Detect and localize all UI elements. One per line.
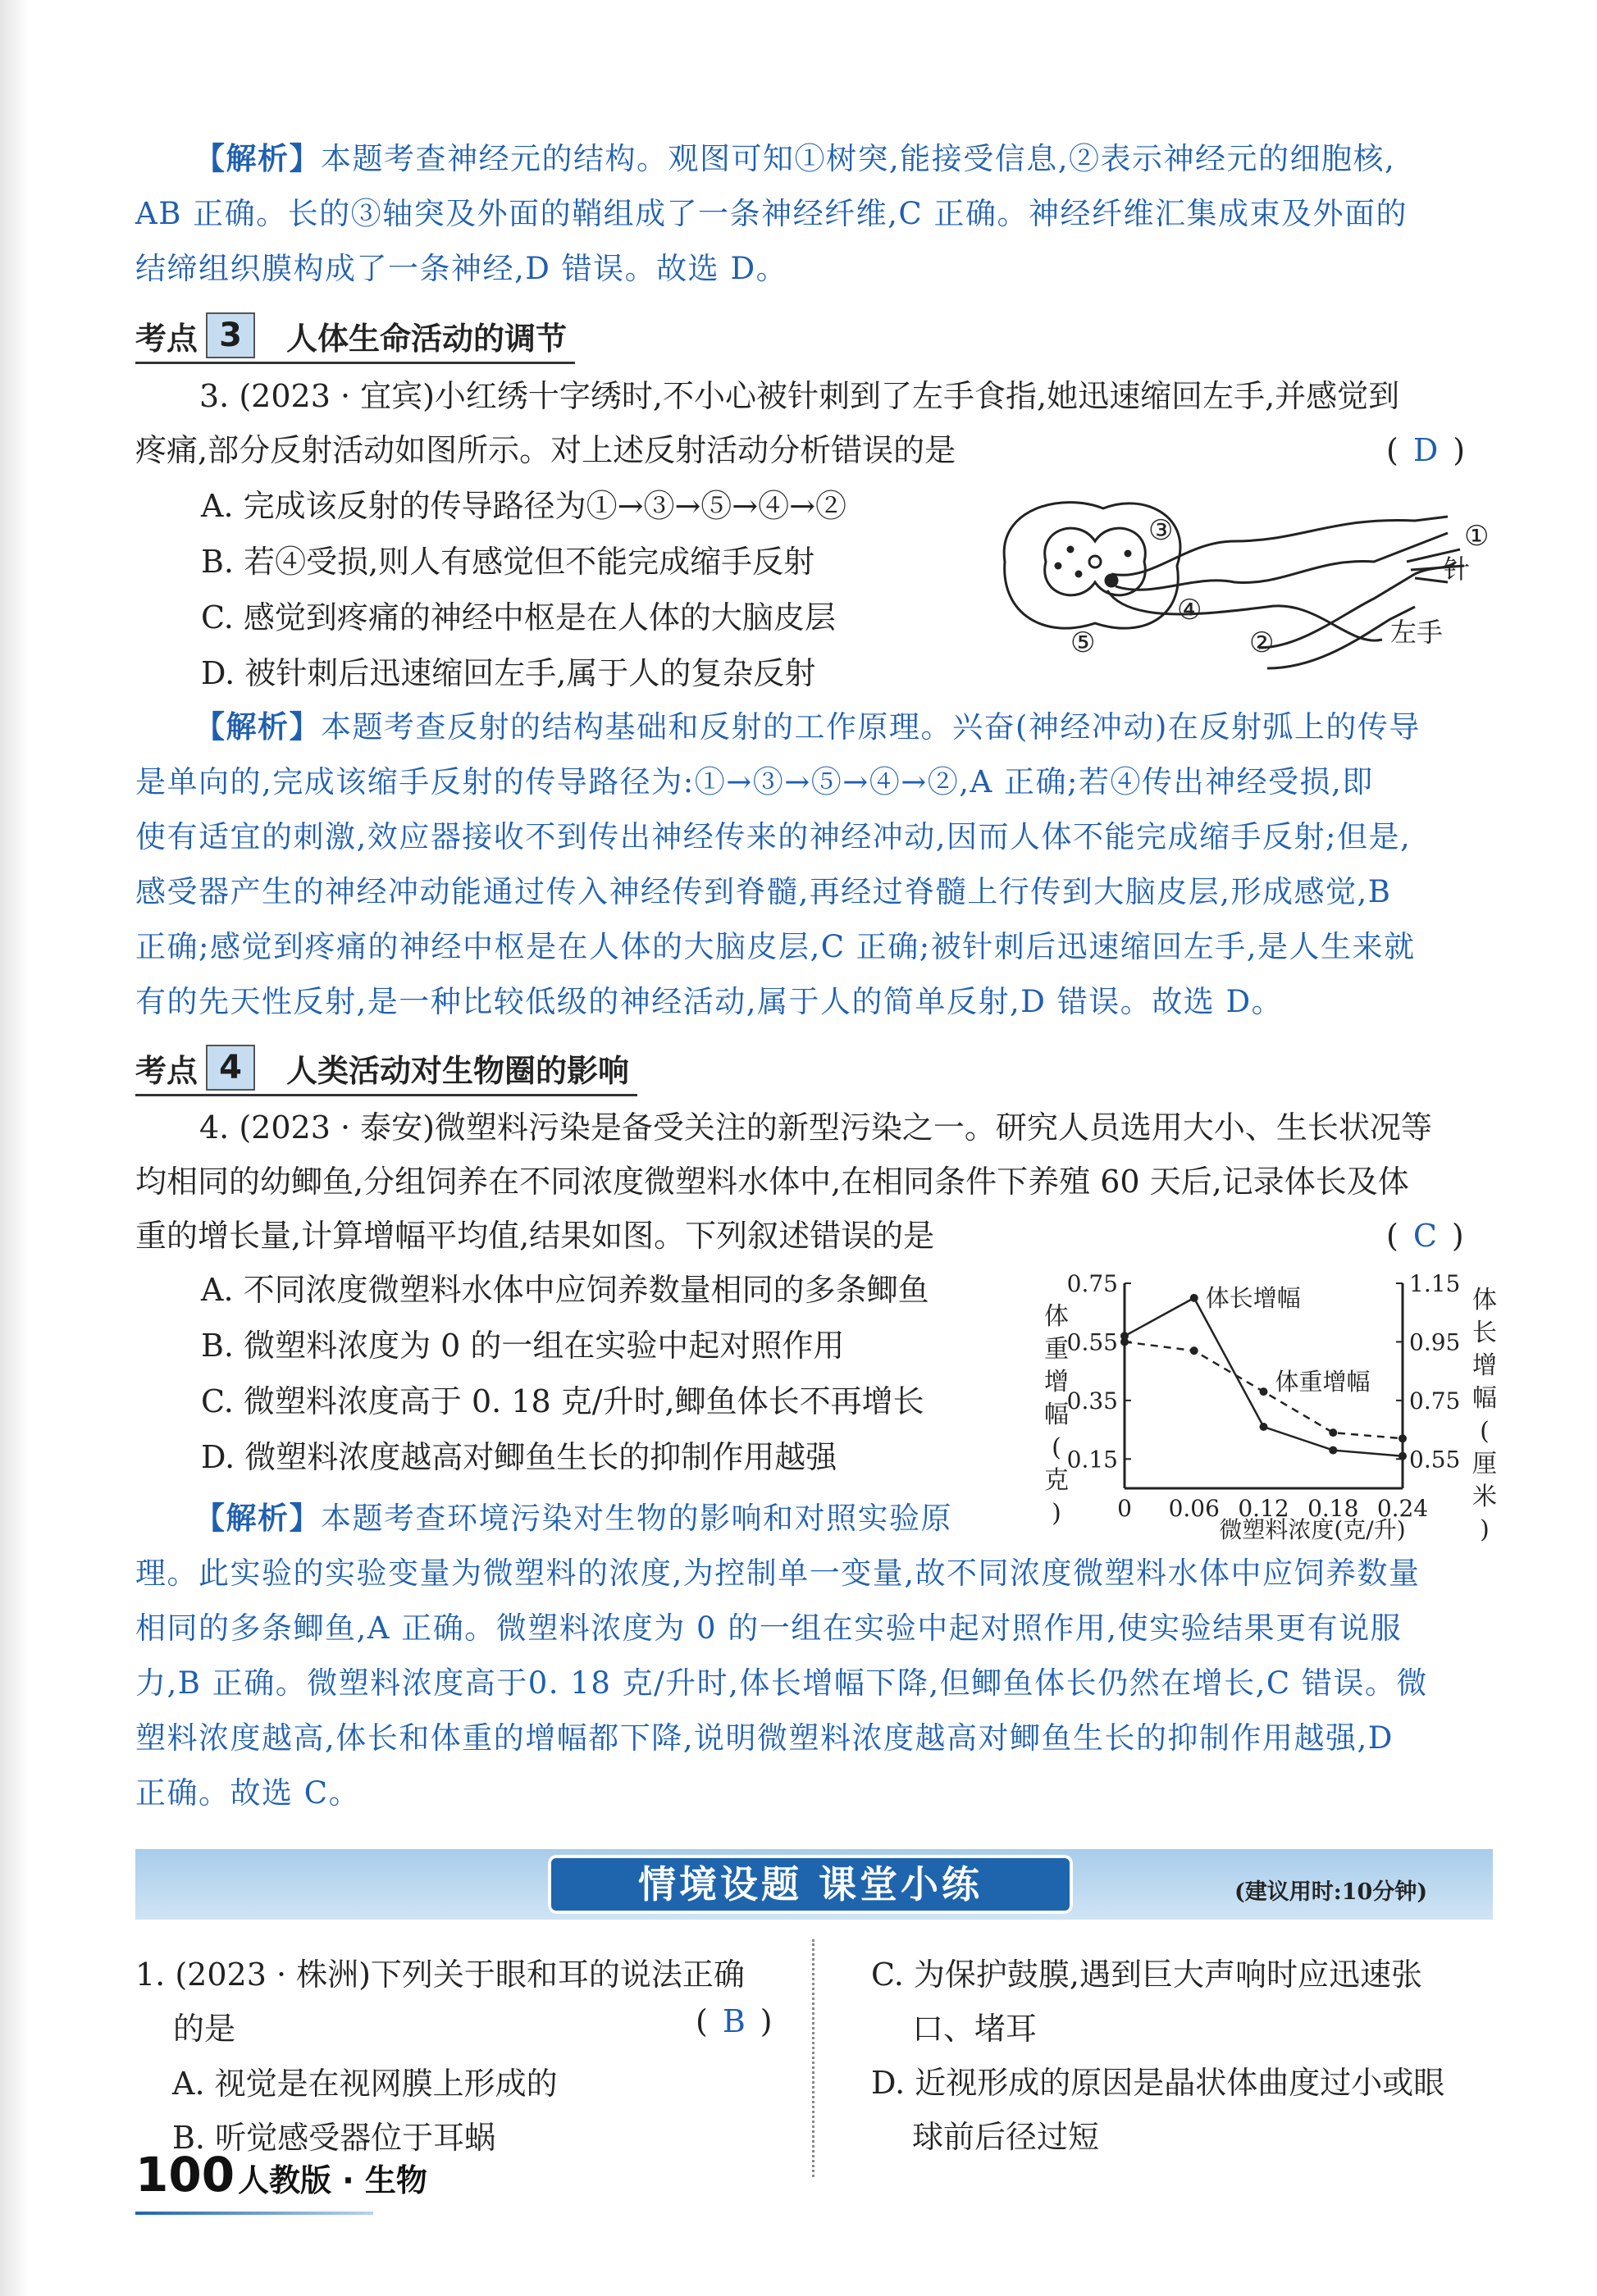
kaodian-title: 人体生命活动的调节: [286, 320, 568, 357]
analysis-line: 结缔组织膜构成了一条神经,D 错误。故选 D。: [135, 251, 788, 286]
practice-q1-options-right: [871, 1947, 1444, 2164]
left-tick-label: 0.55: [1066, 1328, 1118, 1356]
right-tick-label: 0.95: [1409, 1328, 1461, 1356]
stem-line: 重的增长量,计算增幅平均值,结果如图。下列叙述错误的是: [135, 1218, 935, 1254]
question-3-answer: ( D ): [1386, 432, 1466, 468]
q3-option-c: C. 感觉到疼痛的神经中枢是在人体的大脑皮层: [201, 599, 836, 636]
question-3-stem: [135, 369, 1493, 477]
banner-time-hint: (建议用时:10分钟): [1234, 1879, 1428, 1905]
x-tick-label: 0.24: [1376, 1495, 1429, 1522]
q4-option-d: D. 微塑料浓度越高对鲫鱼生长的抑制作用越强: [201, 1439, 837, 1475]
kaodian-3-heading: [135, 310, 567, 361]
kaodian-word: 考点: [135, 320, 198, 357]
analysis-q2: [135, 131, 1493, 296]
label-3: ③: [1148, 514, 1174, 547]
label-4: ④: [1177, 594, 1202, 626]
data-point: [1399, 1434, 1407, 1442]
analysis-line: 感受器产生的神经冲动能通过传入神经传到脊髓,再经过脊髓上行传到大脑皮层,形成感觉,B: [135, 874, 1392, 909]
label-lefthand: 左手: [1390, 617, 1444, 648]
x-tick-label: 0: [1117, 1495, 1132, 1522]
data-point: [1260, 1387, 1268, 1396]
kaodian-word: 考点: [135, 1052, 198, 1089]
analysis-line: 【解析】本题考查神经元的结构。观图可知①树突,能接受信息,②表示神经元的细胞核,: [194, 140, 1396, 176]
kaodian-title: 人类活动对生物圈的影响: [286, 1052, 630, 1089]
analysis-q4: [135, 1491, 1493, 1820]
q4-option-b: B. 微塑料浓度为 0 的一组在实验中起对照作用: [201, 1328, 845, 1364]
analysis-line: 有的先天性反射,是一种比较低级的神经活动,属于人的简单反射,D 错误。故选 D。: [135, 984, 1284, 1019]
answer-letter: D: [1412, 432, 1439, 468]
left-tick-label: 0.15: [1066, 1446, 1118, 1474]
stem-line: 疼痛,部分反射活动如图所示。对上述反射活动分析错误的是: [135, 432, 956, 468]
analysis-tag: 【解析】: [194, 1500, 321, 1536]
q4-option-a: A. 不同浓度微塑料水体中应饲养数量相同的多条鲫鱼: [201, 1272, 929, 1308]
q1-option-a: A. 视觉是在视网膜上形成的: [172, 2066, 558, 2102]
right-axis-title-char: 厘: [1472, 1450, 1497, 1478]
right-axis-title-char: 长: [1472, 1319, 1497, 1347]
left-axis-title-char: 幅: [1044, 1401, 1069, 1429]
right-tick-label: 0.75: [1409, 1387, 1461, 1414]
data-point: [1120, 1337, 1129, 1346]
practice-q1-stem: [135, 1947, 745, 2056]
x-tick-label: 0.18: [1307, 1495, 1359, 1522]
data-point: [1190, 1346, 1198, 1355]
analysis-line: 是单向的,完成该缩手反射的传导路径为:①→③→⑤→④→②,A 正确;若④传出神经受损,即: [135, 764, 1374, 800]
analysis-tag: 【解析】: [194, 708, 321, 745]
label-needle: 针: [1444, 554, 1471, 585]
x-tick-label: 0.06: [1168, 1495, 1220, 1522]
data-point: [1190, 1294, 1198, 1302]
analysis-line: 力,B 正确。微塑料浓度高于0. 18 克/升时,体长增幅下降,但鲫鱼体长仍然在增长,C 错误。微: [135, 1665, 1428, 1701]
analysis-line: 相同的多条鲫鱼,A 正确。微塑料浓度为 0 的一组在实验中起对照作用,使实验结果更有说服: [135, 1610, 1403, 1646]
kaodian-number: 3: [206, 312, 255, 358]
x-tick-label: 0.12: [1238, 1495, 1289, 1522]
analysis-line: 理。此实验的实验变量为微塑料的浓度,为控制单一变量,故不同浓度微塑料水体中应饲养数量: [135, 1556, 1421, 1591]
stem-line: 3. (2023 · 宜宾)小红绣十字绣时,不小心被针刺到了左手食指,她迅速缩回左手,并感觉到: [199, 378, 1400, 414]
analysis-line: 正确。故选 C。: [135, 1775, 361, 1811]
left-axis-title-char: 重: [1044, 1335, 1069, 1364]
right-tick-label: 0.55: [1409, 1446, 1461, 1474]
left-axis-title-char: 增: [1044, 1368, 1069, 1396]
heading-underline: [135, 1094, 637, 1096]
reflex-arc-figure: [988, 484, 1513, 697]
analysis-line: 使有适宜的刺激,效应器接收不到传出神经传来的神经冲动,因而人体不能完成缩手反射;但是,: [135, 819, 1412, 854]
q4-option-c: C. 微塑料浓度高于 0. 18 克/升时,鲫鱼体长不再增长: [201, 1383, 924, 1419]
heading-underline: [135, 362, 575, 364]
label-5: ⑤: [1070, 626, 1096, 659]
q1-option-c: C. 为保护鼓膜,遇到巨大声响时应迅速张: [871, 1957, 1422, 1993]
right-axis-title-char: ): [1480, 1515, 1490, 1544]
data-point: [1260, 1423, 1268, 1431]
analysis-line: AB 正确。长的③轴突及外面的鞘组成了一条神经纤维,C 正确。神经纤维汇集成束及外面的: [135, 196, 1408, 231]
left-axis-title-char: (: [1052, 1433, 1061, 1462]
data-point: [1329, 1428, 1337, 1437]
label-1: ①: [1464, 520, 1490, 553]
right-axis-title-char: 增: [1472, 1351, 1497, 1380]
footer-underline: [135, 2212, 373, 2215]
analysis-tag: 【解析】: [194, 140, 321, 176]
left-axis-title-char: 体: [1044, 1302, 1069, 1331]
question-4-stem: [135, 1100, 1493, 1263]
kaodian-number: 4: [206, 1045, 255, 1091]
analysis-line: 正确;感觉到疼痛的神经中枢是在人体的大脑皮层,C 正确;被针刺后迅速缩回左手,是人生来就: [135, 929, 1416, 964]
book-edition: 人教版 · 生物: [238, 2162, 427, 2198]
right-axis-title-char: 米: [1472, 1483, 1497, 1511]
q1-option-d-cont: 球前后径过短: [912, 2119, 1100, 2155]
kaodian-4-heading: [135, 1042, 629, 1093]
stem-line: 4. (2023 · 泰安)微塑料污染是备受关注的新型污染之一。研究人员选用大小、生长状况等: [199, 1109, 1432, 1146]
x-axis-title: 微塑料浓度(克/升): [1219, 1516, 1406, 1543]
answer-letter: C: [1412, 1218, 1437, 1254]
column-divider: [812, 1939, 814, 2177]
arm-hand-outline: [1259, 549, 1464, 668]
q1-option-d: D. 近视形成的原因是晶状体曲度过小或眼: [871, 2065, 1445, 2101]
data-point: [1399, 1452, 1407, 1460]
stem-line: 的是: [173, 2011, 236, 2047]
stem-line: 均相同的幼鲫鱼,分组饲养在不同浓度微塑料水体中,在相同条件下养殖 60 天后,记录体长及体: [135, 1164, 1409, 1200]
page-number: 100: [135, 2147, 235, 2203]
q3-option-d: D. 被针刺后迅速缩回左手,属于人的复杂反射: [201, 655, 816, 691]
analysis-q3: [135, 699, 1493, 1029]
analysis-line: 【解析】本题考查环境污染对生物的影响和对照实验原: [194, 1500, 952, 1536]
right-axis-title-char: (: [1480, 1417, 1490, 1446]
right-axis-title-char: 幅: [1472, 1384, 1497, 1413]
right-tick-label: 1.15: [1409, 1270, 1461, 1297]
left-tick-label: 0.75: [1066, 1270, 1118, 1297]
q3-option-a: A. 完成该反射的传导路径为①→③→⑤→④→②: [201, 488, 846, 524]
banner-title: 情境设题 课堂小练: [548, 1855, 1073, 1914]
stem-line: 1. (2023 · 株洲)下列关于眼和耳的说法正确: [135, 1957, 745, 1993]
left-tick-label: 0.35: [1066, 1387, 1118, 1414]
practice-q1-answer: ( B ): [696, 2003, 773, 2039]
q3-option-b: B. 若④受损,则人有感觉但不能完成缩手反射: [201, 544, 815, 580]
analysis-line: 【解析】本题考查反射的结构基础和反射的工作原理。兴奋(神经冲动)在反射弧上的传导: [194, 708, 1421, 745]
page-edge-shadow: [0, 0, 30, 2296]
series-label: 体长增幅: [1205, 1283, 1301, 1312]
left-axis-title-char: ): [1052, 1499, 1061, 1528]
right-axis-title-char: 体: [1472, 1286, 1497, 1314]
series-label: 体重增幅: [1275, 1368, 1371, 1396]
q1-option-c-cont: 口、堵耳: [912, 2011, 1038, 2047]
answer-letter: B: [722, 2003, 746, 2039]
q1-option-b: B. 听觉感受器位于耳蜗: [172, 2120, 496, 2156]
left-axis-title-char: 克: [1044, 1466, 1069, 1495]
analysis-line: 塑料浓度越高,体长和体重的增幅都下降,说明微塑料浓度越高对鲫鱼生长的抑制作用越强,D: [135, 1720, 1394, 1756]
question-4-answer: ( C ): [1386, 1218, 1464, 1254]
label-2: ②: [1249, 626, 1275, 659]
data-point: [1329, 1446, 1337, 1455]
